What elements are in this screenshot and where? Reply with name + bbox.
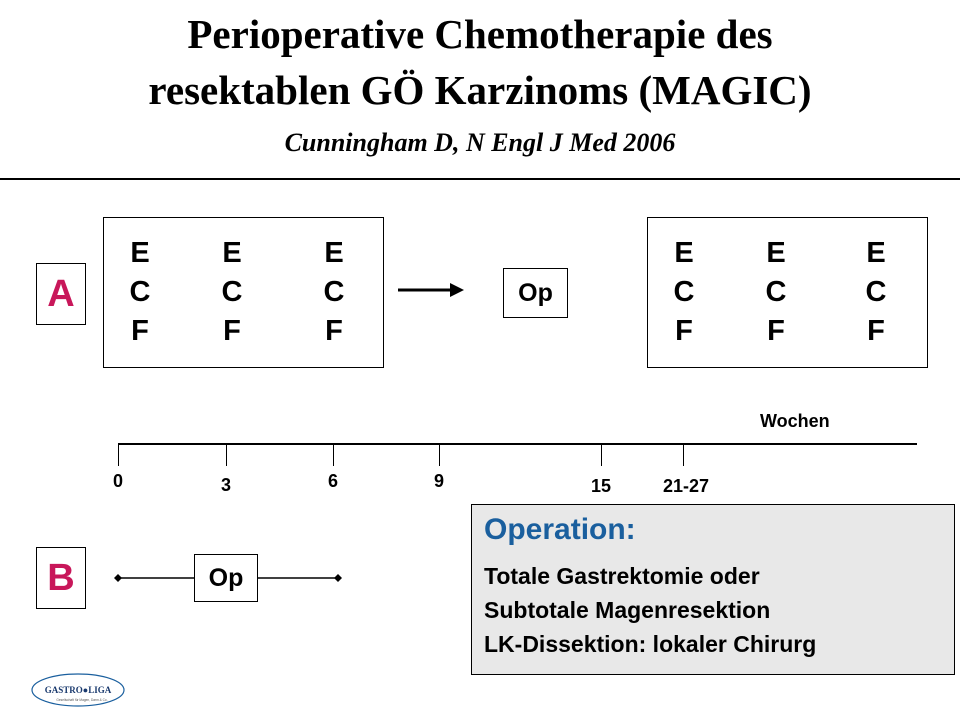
cycle-drug-e: E: [674, 237, 694, 269]
svg-text:GASTRO●LIGA: GASTRO●LIGA: [44, 685, 112, 695]
timeline-unit-label: Wochen: [760, 411, 830, 431]
pre-op-cycle-1: [122, 234, 158, 351]
post-op-cycle-3: [858, 234, 894, 351]
cycle-drug-f: F: [675, 315, 693, 347]
title-line-2: resektablen GÖ Karzinoms (MAGIC): [148, 67, 812, 113]
timeline-tick: [683, 445, 684, 466]
cycle-drug-e: E: [130, 237, 150, 269]
timeline-tick-label: 6: [327, 471, 338, 491]
timeline-tick: [439, 445, 440, 466]
arm-b-label: B: [36, 547, 86, 609]
cycle-drug-c: C: [323, 276, 345, 308]
cycle-drug-f: F: [223, 315, 241, 347]
title-divider: [0, 178, 960, 180]
cycle-drug-f: F: [867, 315, 885, 347]
timeline-tick-label: 21-27: [662, 476, 710, 496]
pre-op-cycle-2: [214, 234, 250, 351]
cycle-drug-c: C: [221, 276, 243, 308]
pre-op-cycle-3: [316, 234, 352, 351]
timeline-tick-label: 15: [590, 476, 612, 496]
cycle-drug-e: E: [222, 237, 242, 269]
timeline-tick: [333, 445, 334, 466]
cycle-drug-c: C: [865, 276, 887, 308]
title-line-1: Perioperative Chemotherapie des: [187, 11, 773, 57]
arrow-to-op: [396, 280, 466, 300]
citation: Cunningham D, N Engl J Med 2006: [284, 128, 676, 157]
info-heading: Operation:: [484, 513, 636, 546]
info-line: LK-Dissektion: lokaler Chirurg: [484, 631, 817, 657]
timeline-tick-label: 0: [112, 471, 123, 491]
cycle-drug-c: C: [673, 276, 695, 308]
timeline-tick-label: 3: [220, 475, 231, 495]
cycle-drug-f: F: [131, 315, 149, 347]
info-line: Totale Gastrektomie oder: [484, 563, 760, 589]
arm-b-op-box: Op: [194, 554, 258, 602]
cycle-drug-e: E: [866, 237, 886, 269]
gastroliga-logo: [28, 672, 128, 712]
timeline-tick-label: 9: [433, 471, 444, 491]
timeline-tick: [226, 445, 227, 466]
post-op-cycle-2: [758, 234, 794, 351]
timeline-tick: [118, 445, 119, 466]
operation-info-box: [471, 504, 955, 675]
timeline-axis: [118, 443, 917, 445]
svg-text:Gesellschaft für Magen, Darm &: Gesellschaft für Magen, Darm & Co.: [56, 698, 108, 702]
cycle-drug-c: C: [129, 276, 151, 308]
timeline-tick: [601, 445, 602, 466]
cycle-drug-c: C: [765, 276, 787, 308]
arm-a-label: A: [36, 263, 86, 325]
post-op-cycle-1: [666, 234, 702, 351]
cycle-drug-e: E: [766, 237, 786, 269]
cycle-drug-e: E: [324, 237, 344, 269]
info-line: Subtotale Magenresektion: [484, 597, 771, 623]
cycle-drug-f: F: [767, 315, 785, 347]
cycle-drug-f: F: [325, 315, 343, 347]
arm-a-op-box: Op: [503, 268, 568, 318]
